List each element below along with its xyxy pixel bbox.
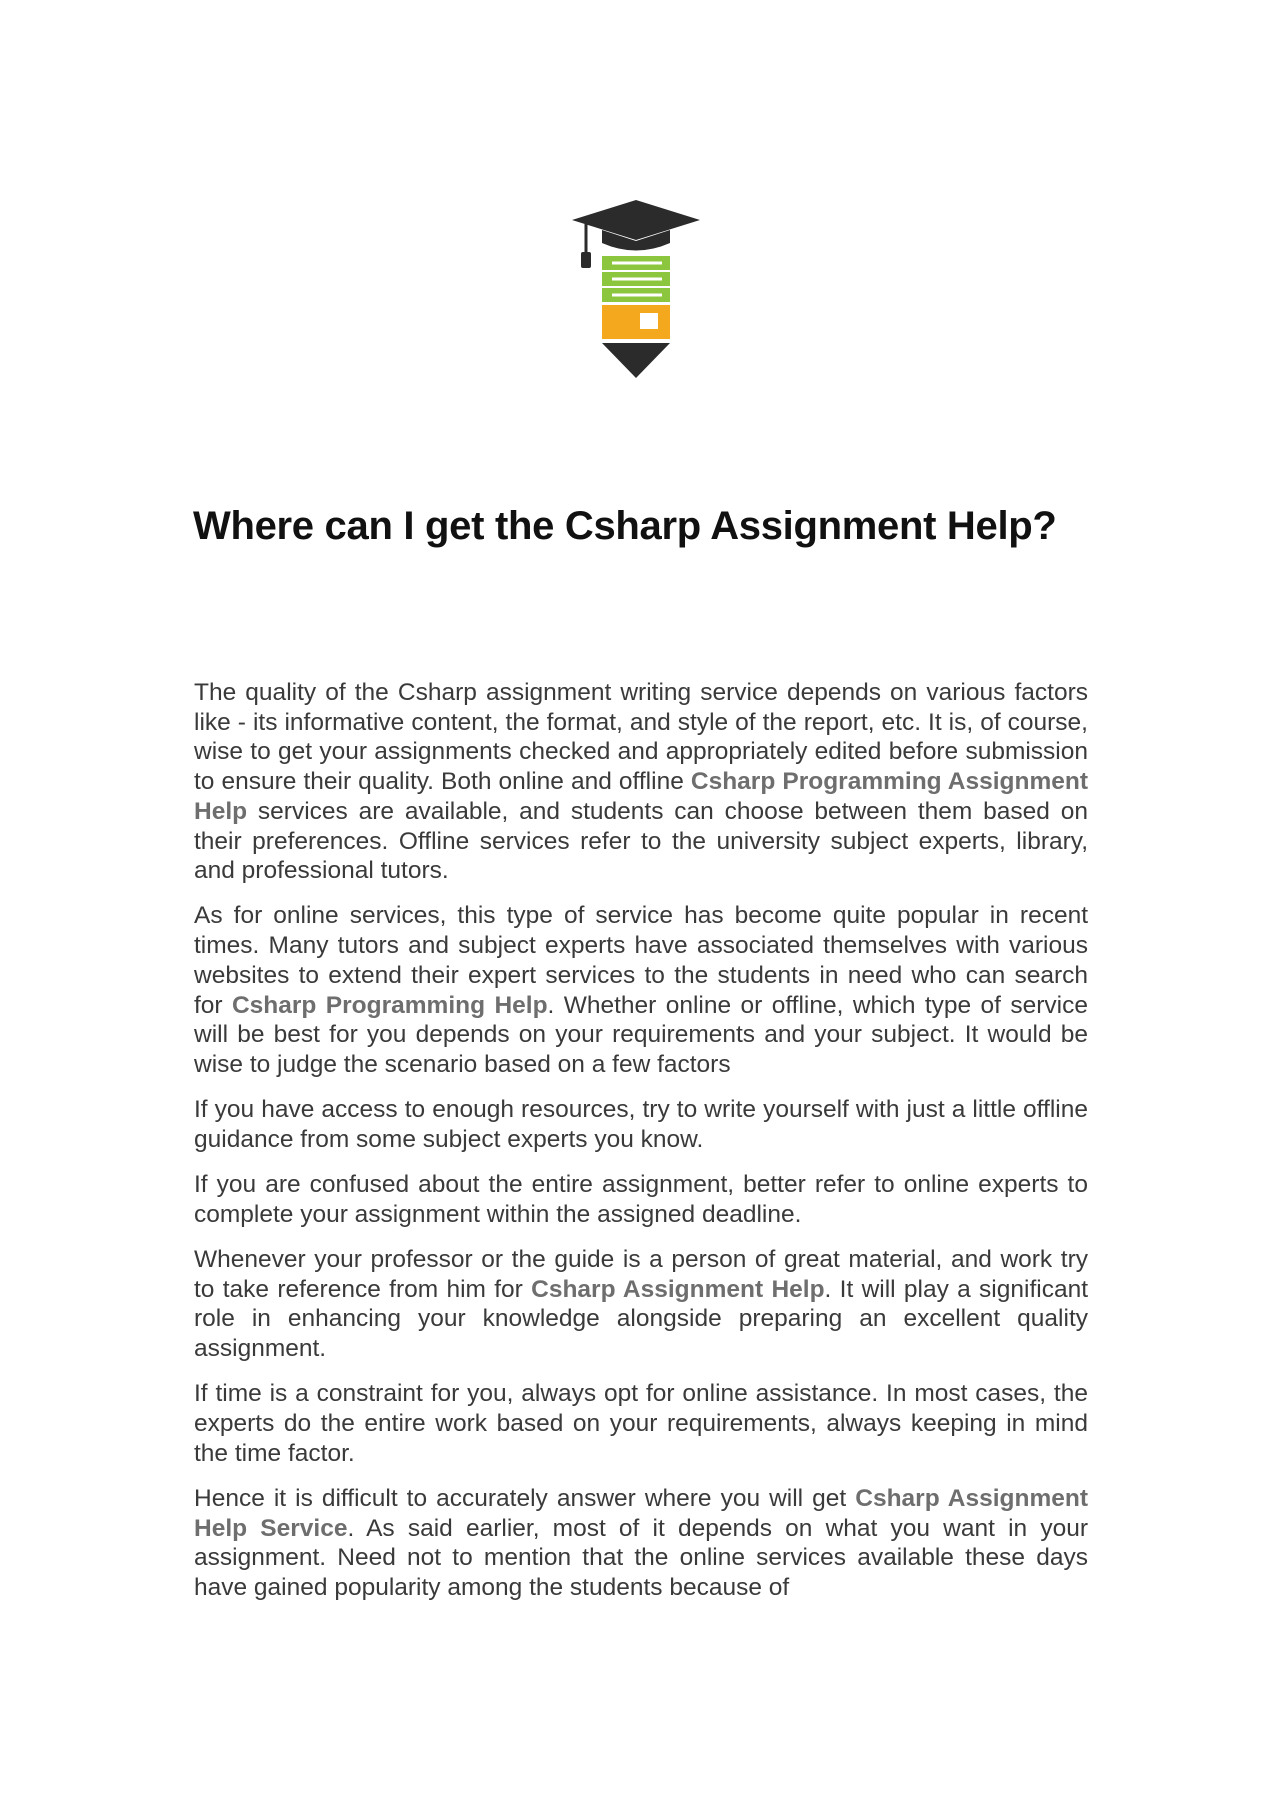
- book-label: [640, 313, 658, 329]
- page-title: Where can I get the Csharp Assignment Help?: [193, 504, 1057, 548]
- paragraph: If you are confused about the entire assignment, better refer to online experts to complete your assignment within the assigned deadline.: [194, 1171, 1088, 1228]
- paragraph: If time is a constraint for you, always opt for online assistance. In most cases, the experts do the entire work based on your requirements, always keeping in mind the time factor.: [194, 1380, 1088, 1467]
- cap-board: [572, 200, 700, 240]
- graduation-cap-pencil-books-icon: [572, 200, 700, 378]
- pencil-tip: [602, 343, 670, 378]
- article-body: [194, 678, 1088, 1618]
- paragraph: As for online services, this type of service has become quite popular in recent times. Many tutors and subject experts have associated themselves with various websites to extend their expert services to the students in need who can search for Csharp Programming Help. Whether online or offline, which type of service will be best for you depends on your requirements and your subject. It would be wise to judge the scenario based on a few factors: [194, 902, 1088, 1078]
- paragraph: If you have access to enough resources, try to write yourself with just a little offline guidance from some subject experts you know.: [194, 1096, 1088, 1153]
- keyword-link[interactable]: Csharp Assignment Help Service: [194, 1484, 1088, 1542]
- paragraph: The quality of the Csharp assignment writing service depends on various factors like - its informative content, the format, and style of the report, etc. It is, of course, wise to get your assignments checked and appropriately edited before submission to ensure their quality. Both online and offline Csharp Programming Assignment Help services are available, and students can choose between them based on their preferences. Offline services refer to the university subject experts, library, and professional tutors.: [194, 679, 1088, 885]
- cap-tassel: [581, 252, 591, 268]
- keyword-link[interactable]: Csharp Programming Assignment Help: [194, 768, 1088, 825]
- book-orange: [602, 305, 670, 339]
- keyword-link[interactable]: Csharp Assignment Help: [531, 1275, 825, 1303]
- paragraph: Hence it is difficult to accurately answer where you will get Csharp Assignment Help Service. As said earlier, most of it depends on what you want in your assignment. Need not to mention that the online services available these days have gained popularity among the students because of: [194, 1484, 1088, 1601]
- paragraph: Whenever your professor or the guide is a person of great material, and work try to take reference from him for Csharp Assignment Help. It will play a significant role in enhancing your knowledge alongside preparing an excellent quality assignment.: [194, 1245, 1089, 1363]
- keyword-link[interactable]: Csharp Programming Help: [231, 991, 548, 1019]
